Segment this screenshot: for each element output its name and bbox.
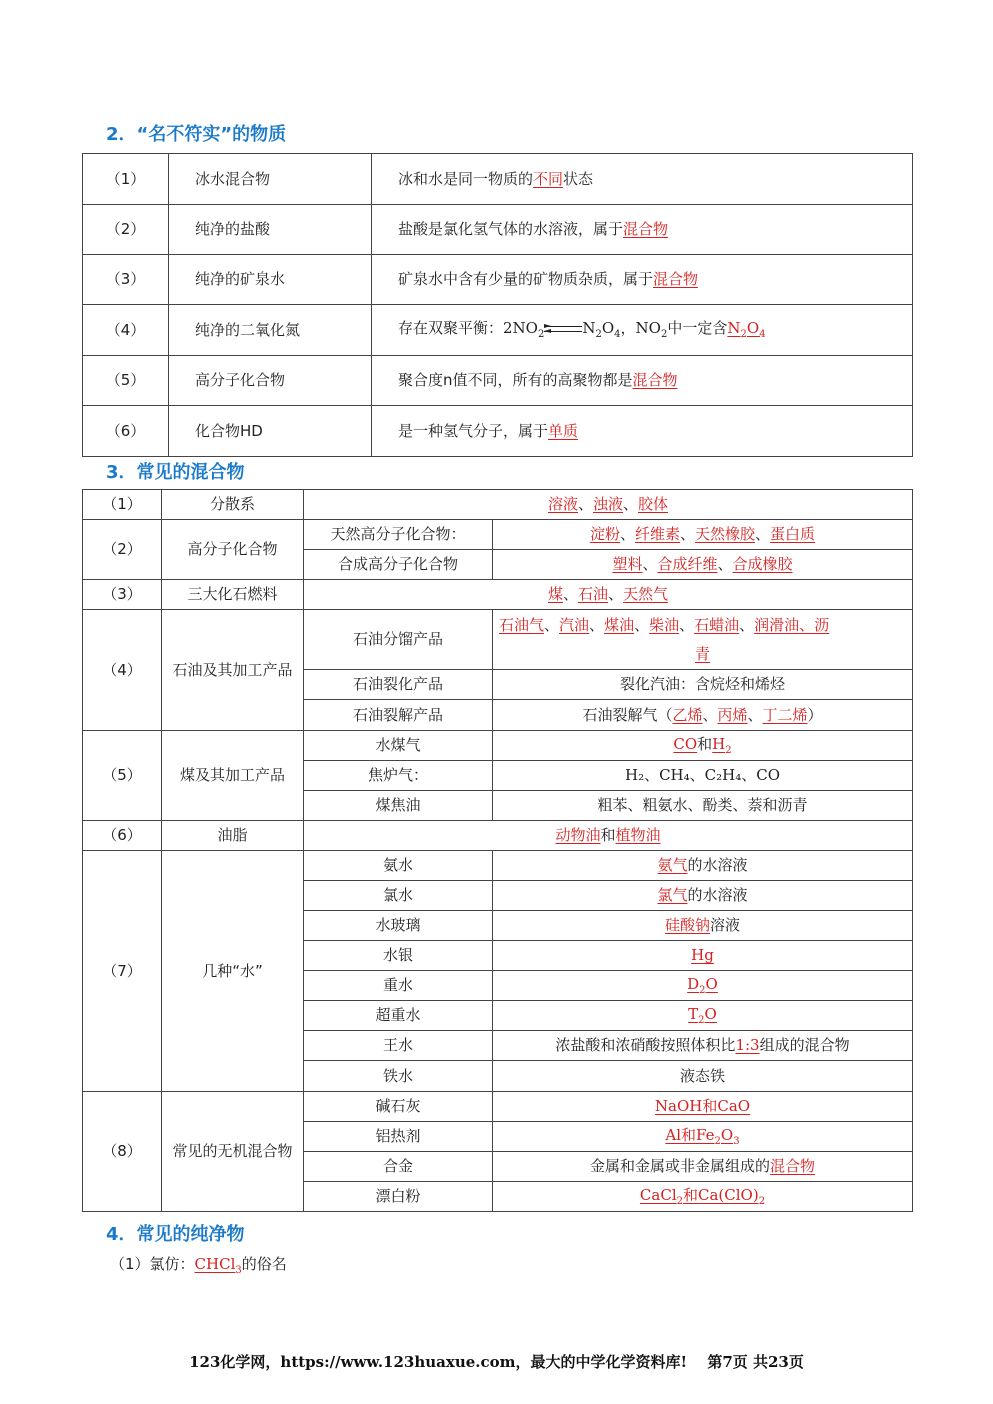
explanation: 盐酸是氯化氢气体的水溶液，属于混合物 xyxy=(372,205,913,255)
subcategory: 氯水 xyxy=(304,881,493,911)
examples: 动物油和植物油 xyxy=(304,821,913,851)
table-row xyxy=(83,305,913,356)
category-name: 高分子化合物 xyxy=(162,520,304,580)
subcategory: 重水 xyxy=(304,971,493,1001)
substance-name: 纯净的矿泉水 xyxy=(169,255,372,305)
substance-name: 纯净的盐酸 xyxy=(169,205,372,255)
subcategory: 漂白粉 xyxy=(304,1182,493,1212)
explanation: 冰和水是同一物质的不同状态 xyxy=(372,154,913,205)
subcategory: 石油裂化产品 xyxy=(304,670,493,700)
table-row xyxy=(83,154,913,205)
substance-name: 化合物HD xyxy=(169,406,372,457)
examples: CaCl$_2$和$Ca(ClO)_2$ xyxy=(493,1182,913,1212)
subcategory: 水银 xyxy=(304,941,493,971)
table-misnamed-substances xyxy=(82,153,913,457)
table-row xyxy=(83,490,913,520)
page-footer: 123化学网，https://www.123huaxue.com，最大的中学化学资料库! 第7页 共23页 xyxy=(189,1353,804,1371)
table-row xyxy=(83,851,913,881)
examples: 淀粉、纤维素、天然橡胶、蛋白质 xyxy=(493,520,913,550)
subcategory: 天然高分子化合物： xyxy=(304,520,493,550)
subcategory: 氨水 xyxy=(304,851,493,881)
substance-name: 高分子化合物 xyxy=(169,356,372,406)
subcategory: 合金 xyxy=(304,1152,493,1182)
examples: CO和$H_2$ xyxy=(493,731,913,761)
examples: NaOH和CaO xyxy=(493,1092,913,1122)
subcategory: 水玻璃 xyxy=(304,911,493,941)
examples: Al和$Fe_2O_3$ xyxy=(493,1122,913,1152)
row-number: （1） xyxy=(83,154,169,205)
subcategory: 超重水 xyxy=(304,1001,493,1031)
category-name: 石油及其加工产品 xyxy=(162,610,304,731)
substance-name: 纯净的二氧化氮 xyxy=(169,305,372,356)
examples: $D_2O$ xyxy=(493,971,913,1001)
examples: 液态铁 xyxy=(493,1061,913,1092)
category-name: 常见的无机混合物 xyxy=(162,1092,304,1212)
section-2-title: 2．“名不符实”的物质 xyxy=(106,124,287,145)
row-number: （1） xyxy=(83,490,162,520)
examples: $T_2O$ xyxy=(493,1001,913,1031)
row-number: （3） xyxy=(83,255,169,305)
row-number: （8） xyxy=(83,1092,162,1212)
subcategory: 王水 xyxy=(304,1031,493,1061)
examples: 氯气的水溶液 xyxy=(493,881,913,911)
examples: H₂、CH₄、C₂H₄、CO xyxy=(493,761,913,791)
explanation: 聚合度n值不同，所有的高聚物都是混合物 xyxy=(372,356,913,406)
examples: 石油气、汽油、煤油、柴油、石蜡油、润滑油、沥 青 xyxy=(493,610,913,670)
section-4-title: 4．常见的纯净物 xyxy=(106,1224,245,1245)
subcategory: 铁水 xyxy=(304,1061,493,1092)
row-number: （3） xyxy=(83,580,162,610)
subcategory: 水煤气 xyxy=(304,731,493,761)
examples: 氨气的水溶液 xyxy=(493,851,913,881)
table-row xyxy=(83,255,913,305)
table-row xyxy=(83,356,913,406)
explanation: 是一种氢气分子，属于单质 xyxy=(372,406,913,457)
explanation: 矿泉水中含有少量的矿物质杂质，属于混合物 xyxy=(372,255,913,305)
equilibrium-arrow-icon xyxy=(544,324,582,334)
category-name: 三大化石燃料 xyxy=(162,580,304,610)
examples: Hg xyxy=(493,941,913,971)
category-name: 油脂 xyxy=(162,821,304,851)
category-name: 几种“水” xyxy=(162,851,304,1092)
row-number: （7） xyxy=(83,851,162,1092)
table-row xyxy=(83,821,913,851)
subcategory: 焦炉气： xyxy=(304,761,493,791)
table-row xyxy=(83,520,913,550)
category-name: 分散系 xyxy=(162,490,304,520)
table-row xyxy=(83,406,913,457)
section-3-title: 3．常见的混合物 xyxy=(106,462,245,483)
subcategory: 石油分馏产品 xyxy=(304,610,493,670)
row-number: （2） xyxy=(83,520,162,580)
subcategory: 碱石灰 xyxy=(304,1092,493,1122)
subcategory: 煤焦油 xyxy=(304,791,493,821)
table-row xyxy=(83,205,913,255)
row-number: （5） xyxy=(83,731,162,821)
examples: 金属和金属或非金属组成的混合物 xyxy=(493,1152,913,1182)
category-name: 煤及其加工产品 xyxy=(162,731,304,821)
explanation: 存在双聚平衡：$2NO_2$ $N_2O_4$，$NO_2$中一定含$N_2O_4$ xyxy=(372,305,913,356)
substance-name: 冰水混合物 xyxy=(169,154,372,205)
examples: 塑料、合成纤维、合成橡胶 xyxy=(493,550,913,580)
examples: 石油裂解气（乙烯、丙烯、丁二烯） xyxy=(493,700,913,731)
subcategory: 合成高分子化合物 xyxy=(304,550,493,580)
row-number: （6） xyxy=(83,821,162,851)
subcategory: 石油裂解产品 xyxy=(304,700,493,731)
row-number: （4） xyxy=(83,610,162,731)
examples: 溶液、浊液、胶体 xyxy=(304,490,913,520)
table-row xyxy=(83,610,913,670)
table-row xyxy=(83,731,913,761)
table-common-mixtures xyxy=(82,489,913,1212)
row-number: （2） xyxy=(83,205,169,255)
examples: 硅酸钠溶液 xyxy=(493,911,913,941)
examples: 粗苯、粗氨水、酚类、萘和沥青 xyxy=(493,791,913,821)
subcategory: 铝热剂 xyxy=(304,1122,493,1152)
table-row xyxy=(83,580,913,610)
examples: 裂化汽油：含烷烃和烯烃 xyxy=(493,670,913,700)
pure-substance-item: （1）氯仿：CHCl$_3$的俗名 xyxy=(110,1255,287,1276)
examples: 煤、石油、天然气 xyxy=(304,580,913,610)
table-row xyxy=(83,1092,913,1122)
examples: 浓盐酸和浓硝酸按照体积比1:3组成的混合物 xyxy=(493,1031,913,1061)
row-number: （6） xyxy=(83,406,169,457)
row-number: （5） xyxy=(83,356,169,406)
row-number: （4） xyxy=(83,305,169,356)
